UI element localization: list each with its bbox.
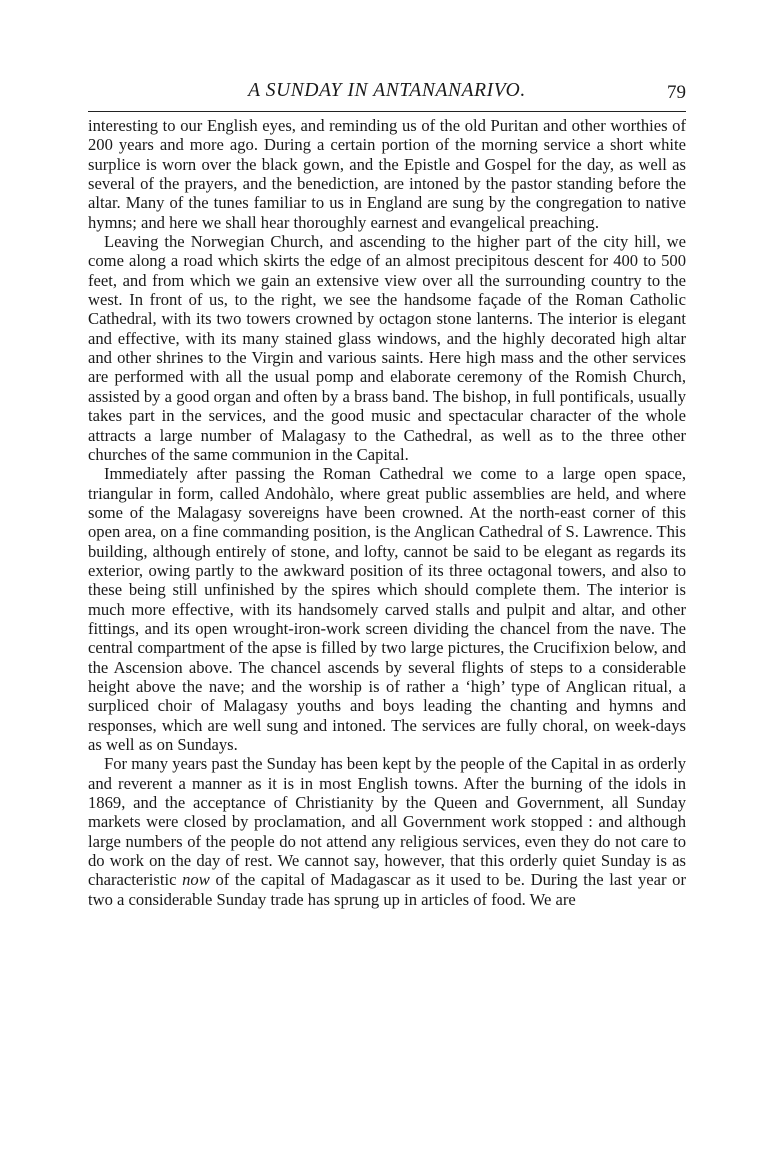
paragraph-1: interesting to our English eyes, and reminding us of the old Puritan and other worthies of 200 years and more ago. During a certain portion of the morning service a short white surplice is worn over the black gown, and the Epistle and Gospel for the day, as well as several of the prayers, and the benediction, are intoned by the pastor standing before the altar. Many of the tunes familiar to us in England are sung by the congregation to native hymns; and here we shall hear thoroughly earnest and evangelical preaching. bbox=[88, 116, 686, 232]
paragraph-3: Immediately after passing the Roman Cathedral we come to a large open space, triangular in form, called Andohàlo, where great public assemblies are held, and where some of the Malagasy sovereigns have been crowned. At the north-east corner of this open area, on a fine commanding position, is the Anglican Cathedral of S. Lawrence. This building, although entirely of stone, and lofty, cannot be said to be elegant as regards its exterior, owing partly to the awkward position of its three octagonal towers, and also to these being still unfinished by the spires which should complete them. The interior is much more effective, with its handsomely carved stalls and pulpit and altar, and other fittings, and its open wrought-iron-work screen dividing the chancel from the nave. The central compartment of the apse is filled by two large pictures, the Crucifixion below, and the Ascension above. The chancel ascends by several flights of steps to a considerable height above the nave; and the worship is of rather a ‘high’ type of Anglican ritual, a surpliced choir of Malagasy youths and boys leading the chanting and hymns and responses, which are well sung and intoned. The services are fully choral, on week-days as well as on Sundays. bbox=[88, 464, 686, 754]
emphasis-now: now bbox=[182, 870, 210, 890]
running-title: A SUNDAY IN ANTANANARIVO. bbox=[248, 80, 526, 101]
header-rule bbox=[88, 111, 686, 112]
paragraph-4-text-before: For many years past the Sunday has been kept by the people of the Capital in as orderly and reverent a manner as it is in most English towns. After the burning of the idols in 1869, and the acceptance of Christianity by the Queen and Government, all Sunday markets were closed by proclamation, and all Government work stopped : and although large numbers of the people do not attend any religious services, even they do not care to do work on the day of rest. We cannot say, however, that this orderly quiet Sunday is as characteristic bbox=[88, 754, 687, 890]
paragraph-4 bbox=[88, 754, 686, 909]
running-head bbox=[88, 78, 686, 110]
paragraph-2: Leaving the Norwegian Church, and ascending to the higher part of the city hill, we come along a road which skirts the edge of an almost precipitous descent for 400 to 500 feet, and from which we gain an extensive view over all the surrounding country to the west. In front of us, to the right, we see the handsome façade of the Roman Catholic Cathedral, with its two towers crowned by octagon stone lanterns. The interior is elegant and effective, with its many stained glass windows, and the highly decorated high altar and other shrines to the Virgin and various saints. Here high mass and the other services are performed with all the usual pomp and elaborate ceremony of the Romish Church, assisted by a good organ and often by a brass band. The bishop, in full pontificals, usually takes part in the services, and the good music and spectacular character of the whole attracts a large number of Malagasy to the Cathedral, as well as to the three other churches of the same communion in the Capital. bbox=[88, 232, 686, 464]
paragraph-4-text-after: of the capital of Madagascar as it used to be. During the last year or two a considerable Sunday trade has sprung up in articles of food. We are bbox=[88, 870, 686, 909]
page-number: 79 bbox=[667, 82, 686, 103]
body-text bbox=[88, 116, 686, 909]
